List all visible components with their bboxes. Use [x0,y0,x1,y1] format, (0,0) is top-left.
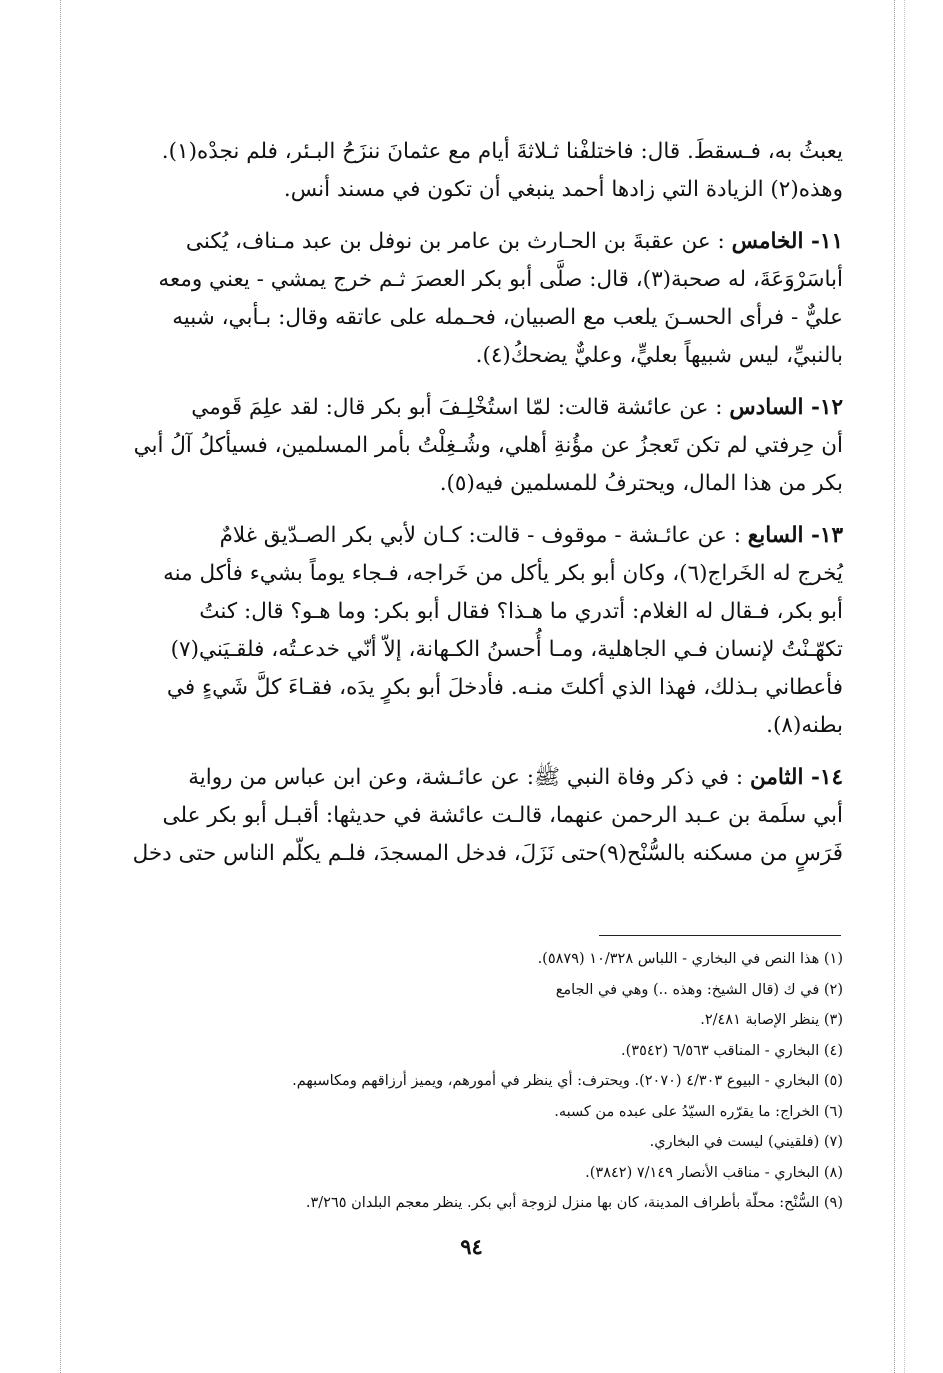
section-number: ١١ [819,229,843,254]
scan-dotted-edge-right-outer [904,0,905,1373]
section-heading: الثامن [750,765,804,790]
number-dash: - [803,765,820,790]
footnote-6: (٦) الخراج: ما يقرّره السيّدُ على عبده من كسبه. [554,1103,843,1120]
section-13 [95,517,843,745]
footnote-9: (٩) السُّنْح: محلّة بأطراف المدينة، كان بها منزل لزوجة أبي بكر. ينظر معجم البلدان ٣/٢٦٥. [305,1195,843,1211]
text-line: فَرَسٍ من مسكنه بالسُّنْح(٩)حتى نَزَلَ، فدخل المسجدَ، فلـم يكلّم الناس حتى دخل [132,841,843,866]
scan-dotted-edge-right [894,0,895,1373]
number-dash: - [803,523,820,548]
page-number: ٩٤ [460,1234,483,1259]
section-number: ١٣ [819,523,843,548]
section-heading: الخامس [731,229,804,254]
section-14 [95,759,843,873]
text-line: بكر من هذا المال، ويحترفُ للمسلمين فيه(٥). [439,471,843,496]
text-line-rest: : عن عائـشة - موقوف - قالت: كـان لأبي بكر الصـدّيق غلامٌ [219,523,741,548]
text-line: وهذه(٢) الزيادة التي زادها أحمد ينبغي أن تكون في مسند أنس. [283,177,843,202]
text-line [95,389,843,427]
text-line: فأعطاني بـذلك، فهذا الذي أكلتَ منـه. فأدخلَ أبو بكرٍ يدَه، فقـاءَ كلَّ شَيءٍ في [166,675,843,700]
text-line: أن حِرفتي لم تكن تَعجزُ عن مؤُنةِ أهلي، وشُـغِلْتُ بأمر المسلمين، فسيأكلُ آلُ أبي [133,433,843,458]
text-line-rest: : في ذكر وفاة النبي ﷺ: عن عائـشة، وعن ابن عباس من رواية [188,765,744,790]
scan-dotted-edge-left [60,0,61,1373]
text-line-rest: : عن عائشة قالت: لمّا استُخْلِـفَ أبو بكر قال: لقد علِمَ قَومي [191,395,723,420]
main-text [95,133,843,887]
footnotes [95,944,843,1219]
text-line: يُخرج له الخَراج(٦)، وكان أبو بكر يأكل من خَراجه، فـجاء يوماً بشيء فأكل منه [163,561,843,586]
text-line: أبي سلَمة بن عـبد الرحمن عنهما، قالـت عائشة في حديثها: أقبـل أبو بكر على [162,803,843,828]
text-line: بطنه(٨). [766,713,843,738]
intro-paragraph [95,133,843,209]
footnote-3: (٣) ينظر الإصابة ٢/٤٨١. [700,1012,843,1028]
text-line [95,759,843,797]
text-line: أباسَرْوَعَةَ، له صحبة(٣)، قال: صلَّى أبو بكر العصرَ ثـم خرج يمشي - يعني ومعه [158,267,843,292]
number-dash: - [803,229,820,254]
footnote-4: (٤) البخاري - المناقب ٦/٥٦٣ (٣٥٤٢). [621,1042,843,1059]
footnote-2: (٢) في ك (قال الشيخ: وهذه ..) وهي في الجامع [555,981,843,998]
text-line [95,223,843,261]
footnote-1: (١) هذا النص في البخاري - اللباس ١٠/٣٢٨ (٥٨٧٩). [537,951,843,967]
footnote-8: (٨) البخاري - مناقب الأنصار ٧/١٤٩ (٣٨٤٢). [585,1164,843,1181]
text-line: أبو بكر، فـقال له الغلام: أتدري ما هـذا؟ فقال أبو بكر: وما هـو؟ قال: كنتُ [199,599,843,624]
footnote-5: (٥) البخاري - البيوع ٤/٣٠٣ (٢٠٧٠). ويحترف: أي ينظر في أمورهم، ويميز أرزاقهم ومكاسبهم. [292,1073,843,1089]
text-line: تكهّـنْتُ لإنسان فـي الجاهلية، ومـا أُحسنُ الكـهانة، إلاّ أنّي خدعـتُه، فلقـيَني(٧) [170,637,843,662]
section-number: ١٤ [819,765,843,790]
text-line-rest: : عن عقبةَ بن الحـارث بن عامر بن نوفل بن عبد مـناف، يُكنى [185,229,725,254]
section-number: ١٢ [819,395,843,420]
text-line: عليٌّ - فرأى الحسـنَ يلعب مع الصبيان، فحـمله على عاتقه وقال: بـأبي، شبيه [172,305,843,330]
footnote-separator-rule [599,935,841,936]
number-dash: - [803,395,820,420]
section-heading: السادس [729,395,804,420]
text-line: بالنبيِّ، ليس شبيهاً بعليٍّ، وعليٌّ يضحكُ(٤). [475,343,843,368]
section-12 [95,389,843,503]
section-11 [95,223,843,375]
section-heading: السابع [747,523,804,548]
text-line: يعبثُ به، فـسقطَ. قال: فاختلفْنا ثـلاثةَ أيام مع عثمانَ ننزَحُ البـئر، فلم نجدْه(١). [161,139,843,164]
text-line [95,517,843,555]
footnote-7: (٧) (فلقيني) ليست في البخاري. [649,1134,843,1150]
